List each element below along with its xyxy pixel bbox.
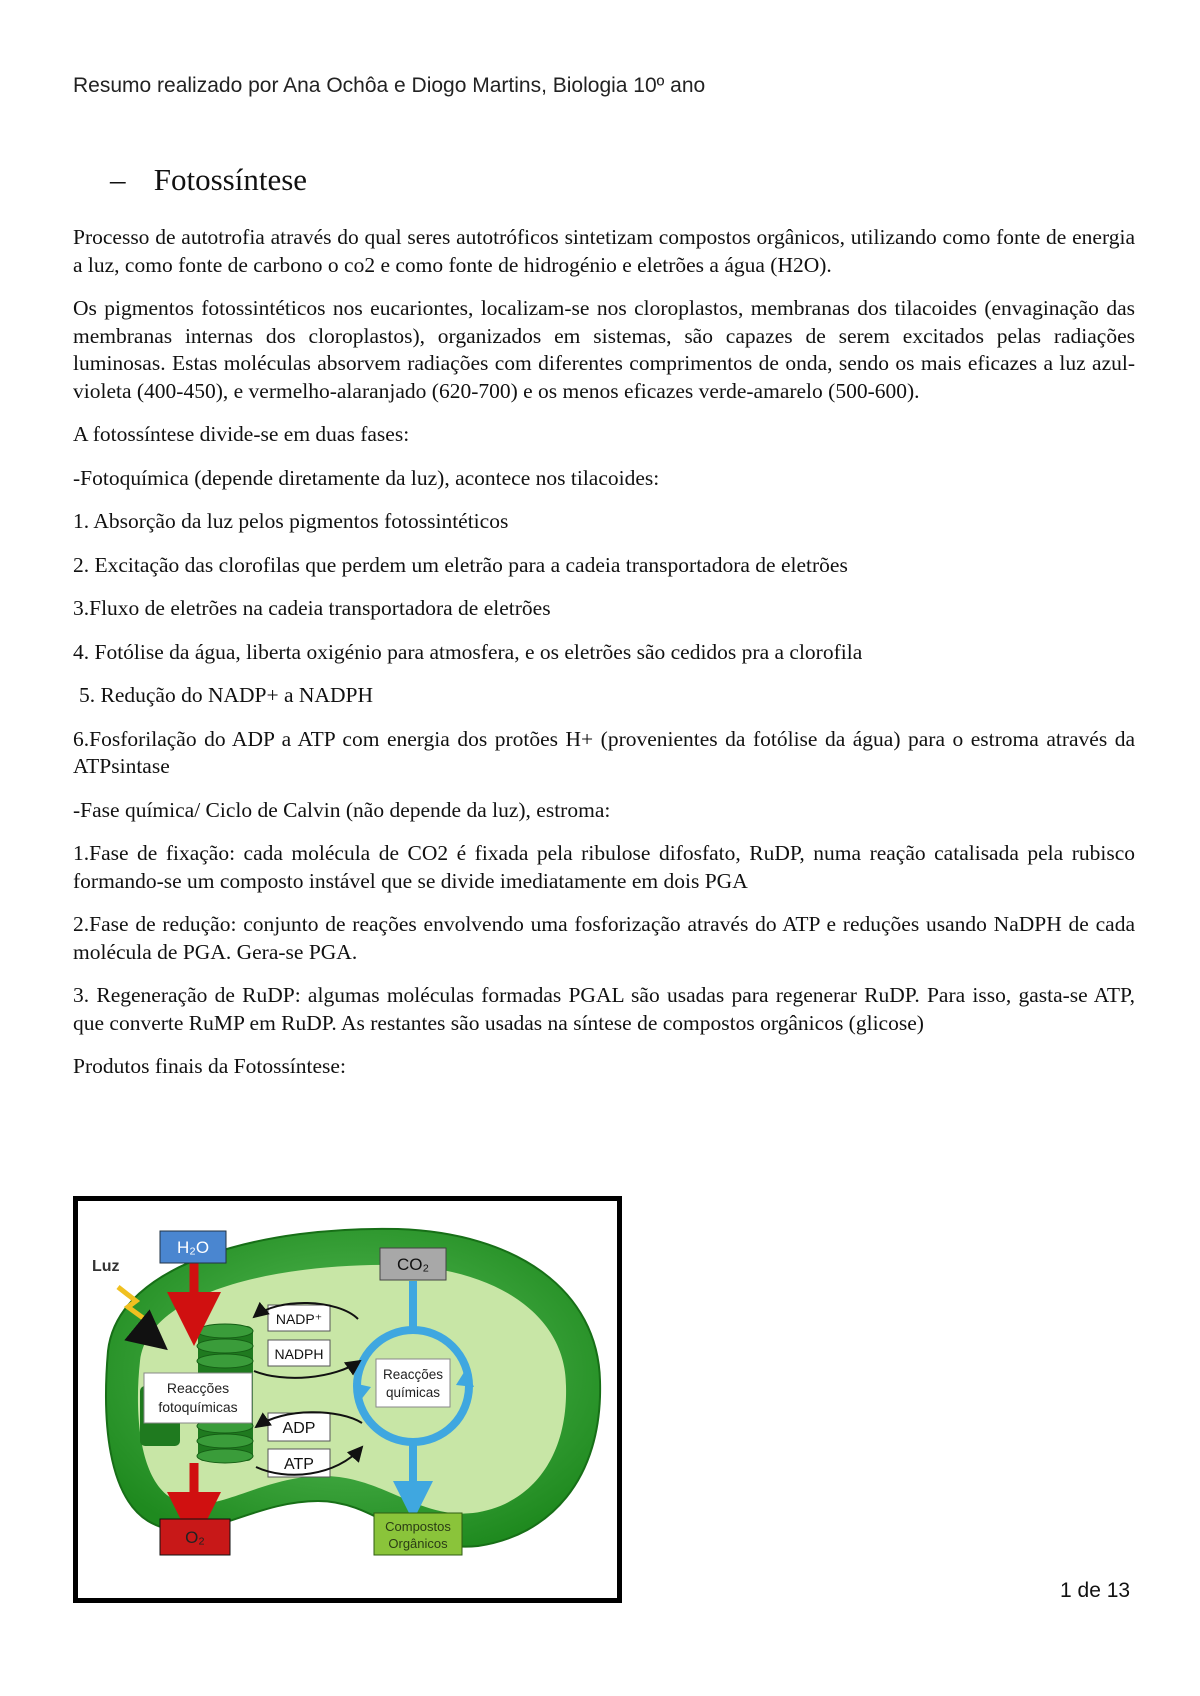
photochemical-label-line2: fotoquímicas <box>158 1399 238 1415</box>
chemical-step-2: 2.Fase de redução: conjunto de reações envolvendo uma fosforização através do ATP e reduções usando NaDPH de cada molécula de PGA. Gera-se PGA. <box>73 912 1135 964</box>
photochemical-step-4: 4. Fotólise da água, liberta oxigénio para atmosfera, e os eletrões são cedidos pra a clorofila <box>73 639 863 664</box>
chemical-step-1: 1.Fase de fixação: cada molécula de CO2 é fixada pela ribulose difosfato, RuDP, numa reação catalisada pela rubisco formando-se um composto instável que se divide imediatamente em dois PGA <box>73 841 1135 893</box>
organic-label-line2: Orgânicos <box>388 1536 448 1551</box>
atp-label: ATP <box>284 1456 314 1473</box>
body-text <box>73 224 1135 1097</box>
co2-label: CO₂ <box>396 1255 430 1274</box>
final-products-heading: Produtos finais da Fotossíntese: <box>73 1054 346 1078</box>
chemical-step-3: 3. Regeneração de RuDP: algumas moléculas formadas PGAL são usadas para regenerar RuDP. Para isso, gasta-se ATP, que converte RuMP em RuDP. As restantes são usadas na síntese de compostos orgânicos (glicose) <box>73 983 1135 1035</box>
oxygen-label: O₂ <box>185 1528 205 1547</box>
photochemical-phase-heading: -Fotoquímica (depende diretamente da luz), acontece nos tilacoides: <box>73 465 660 490</box>
photosynthesis-diagram <box>73 1196 622 1603</box>
photochemical-step-3: 3.Fluxo de eletrões na cadeia transportadora de eletrões <box>73 596 551 620</box>
photochemical-step-6: 6.Fosforilação do ADP a ATP com energia dos protões H+ (provenientes da fotólise da água) para o estroma através da ATPsintase <box>73 726 1135 778</box>
light-label: Luz <box>92 1258 120 1275</box>
chemical-label-line2: químicas <box>385 1385 441 1400</box>
section-title <box>110 162 307 198</box>
section-bullet: – <box>110 162 126 197</box>
section-title-text: Fotossíntese <box>153 162 308 197</box>
organic-label-line1: Compostos <box>385 1519 451 1534</box>
intro-paragraph: Processo de autotrofia através do qual seres autotróficos sintetizam compostos orgânicos, utilizando como fonte de energia a luz, como fonte de carbono o co2 e como fonte de hidrogénio e eletrões a água (H2O). <box>73 225 1135 277</box>
pigments-paragraph: Os pigmentos fotossintéticos nos eucariontes, localizam-se nos cloroplastos, membranas dos tilacoides (envaginação das membranas internas dos cloroplastos), organizados em sistemas, são capazes de serem excitados pelas radiações luminosas. Estas moléculas absorvem radiações com diferentes comprimentos de onda, sendo os mais eficazes a luz azul-violeta (400-450), e vermelho-alaranjado (620-700) e os menos eficazes verde-amarelo (500-600). <box>73 296 1135 403</box>
photochemical-step-5: 5. Redução do NADP+ a NADPH <box>79 683 373 707</box>
photochemical-step-2: 2. Excitação das clorofilas que perdem um eletrão para a cadeia transportadora de eletrões <box>73 552 848 577</box>
nadp-label: NADP⁺ <box>275 1311 323 1327</box>
chemical-phase-heading: -Fase química/ Ciclo de Calvin (não depende da luz), estroma: <box>73 797 611 822</box>
adp-label: ADP <box>282 1420 316 1437</box>
photochemical-step-1: 1. Absorção da luz pelos pigmentos fotossintéticos <box>73 509 509 533</box>
water-label: H₂O <box>176 1238 210 1257</box>
photochemical-label-line1: Reacções <box>166 1380 230 1396</box>
nadph-label: NADPH <box>274 1346 324 1362</box>
chloroplast-diagram <box>78 1201 617 1598</box>
chemical-label-line1: Reacções <box>382 1367 444 1382</box>
phases-intro: A fotossíntese divide-se em duas fases: <box>73 422 410 446</box>
page-number: 1 de 13 <box>1060 1579 1131 1602</box>
page-header: Resumo realizado por Ana Ochôa e Diogo Martins, Biologia 10º ano <box>73 74 706 97</box>
